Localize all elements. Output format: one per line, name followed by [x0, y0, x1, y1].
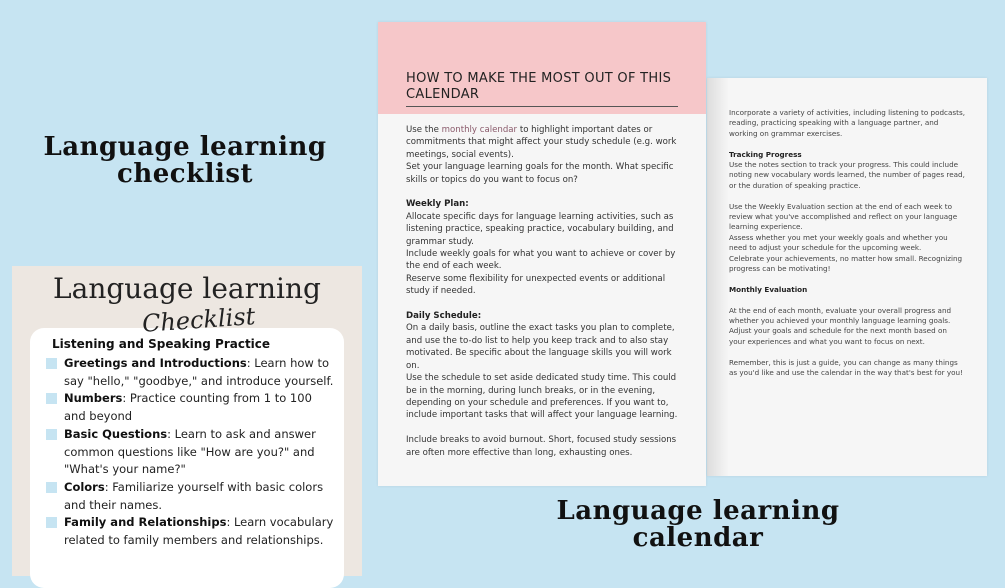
- checklist-item-term: Basic Questions: [64, 427, 168, 441]
- paragraph: Incorporate a variety of activities, including listening to podcasts, reading, practicing speaking with a language partner, and working on grammar exercises.: [729, 108, 966, 138]
- checklist-heading: Listening and Speaking Practice: [52, 337, 271, 351]
- checkbox-icon[interactable]: [46, 482, 57, 493]
- checklist-title: Language learning: [53, 272, 321, 305]
- page-2-body: [729, 108, 965, 378]
- paragraph: At the end of each month, evaluate your overall progress and whether you achieved your monthly language learning goals.: [729, 305, 952, 326]
- page-title: HOW TO MAKE THE MOST OUT OF THIS CALENDAR: [406, 71, 672, 102]
- section-heading: Daily Schedule:: [406, 311, 482, 322]
- section-heading: Weekly Plan:: [406, 199, 469, 210]
- calendar-page-1: [378, 22, 706, 486]
- page-1-body: [406, 124, 682, 459]
- section-heading: Tracking Progress: [729, 149, 802, 159]
- paragraph: Use the Weekly Evaluation section at the end of each week to review what you've accomplished and reflect on your language learning experience.: [729, 201, 958, 232]
- paragraph: On a daily basis, outline the exact tasks you plan to complete, and use the to-do list to help you keep track and to also stay motivated. Be specific about the language skills you will work on.: [406, 323, 675, 371]
- paragraph: Allocate specific days for language learning activities, such as listening practice, speaking practice, vocabulary building, and grammar study.: [406, 211, 674, 247]
- checkbox-icon[interactable]: [46, 358, 57, 369]
- paragraph: Use the notes section to track your progress. This could include noting new vocabulary words learned, the number of pages read, or the duration of speaking practice.: [729, 160, 965, 190]
- checkbox-icon[interactable]: [46, 393, 57, 404]
- checklist-item-text: : Learn to ask and answer common questions like "How are you?" and "What's your name?": [64, 427, 316, 476]
- checkbox-icon[interactable]: [46, 429, 57, 440]
- checklist-item-text: : Learn how to say "hello," "goodbye," and introduce yourself.: [64, 356, 334, 388]
- checkbox-icon[interactable]: [46, 517, 57, 528]
- checklist-script-title: Checklist: [141, 302, 257, 338]
- checklist-item: [46, 355, 336, 390]
- calendar-page-2: [707, 78, 987, 476]
- headline-checklist: Language learning checklist: [43, 132, 327, 189]
- paragraph: Use the schedule to set aside dedicated study time. This could be in the morning, during lunch breaks, or in the evening, depending on your schedule and preferences. If you want to, include important tasks that will affect your language learning.: [406, 373, 678, 421]
- checklist-item-text: : Learn vocabulary related to family members and relationships.: [64, 515, 334, 547]
- paragraph: Reserve some flexibility for unexpected events or additional study if needed.: [406, 273, 666, 297]
- checklist-item-text: : Practice counting from 1 to 100 and beyond: [64, 391, 312, 423]
- paragraph: Include weekly goals for what you want to achieve or cover by the end of each week.: [406, 249, 676, 272]
- checklist-item: [46, 390, 336, 425]
- checklist-item: [46, 514, 336, 549]
- checklist-item-term: Family and Relationships: [64, 515, 227, 529]
- checklist-item: [46, 426, 336, 479]
- paragraph: Celebrate your achievements, no matter how small. Recognizing progress can be motivating!: [729, 253, 963, 274]
- checklist-item: [46, 479, 336, 514]
- checklist-item-term: Colors: [64, 480, 105, 494]
- page-fold-shadow: [707, 78, 729, 476]
- paragraph: Use the monthly calendar to highlight important dates or commitments that might affect your study schedule (e.g. work meetings, social events).: [406, 125, 677, 160]
- section-heading: Monthly Evaluation: [729, 284, 808, 294]
- checklist-item-text: : Familiarize yourself with basic colors and their names.: [64, 480, 324, 512]
- headline-calendar: Language learning calendar: [556, 496, 840, 553]
- paragraph: Adjust your goals and schedule for the next month based on your experiences and what you want to focus on next.: [729, 326, 947, 346]
- checklist-item-term: Numbers: [64, 391, 123, 405]
- title-divider: [406, 106, 678, 107]
- monthly-calendar-link[interactable]: monthly calendar: [441, 125, 518, 135]
- checklist-item-term: Greetings and Introductions: [64, 356, 247, 370]
- paragraph: Include breaks to avoid burnout. Short, focused study sessions are often more effective than long, exhausting ones.: [406, 435, 677, 458]
- paragraph: Remember, this is just a guide, you can change as many things as you'd like and use the calendar in the way that's best for you!: [729, 357, 963, 378]
- paragraph: Set your language learning goals for the month. What specific skills or topics do you want to focus on?: [406, 162, 674, 185]
- paragraph: Assess whether you met your weekly goals and whether you need to adjust your schedule for the upcoming week.: [729, 232, 948, 253]
